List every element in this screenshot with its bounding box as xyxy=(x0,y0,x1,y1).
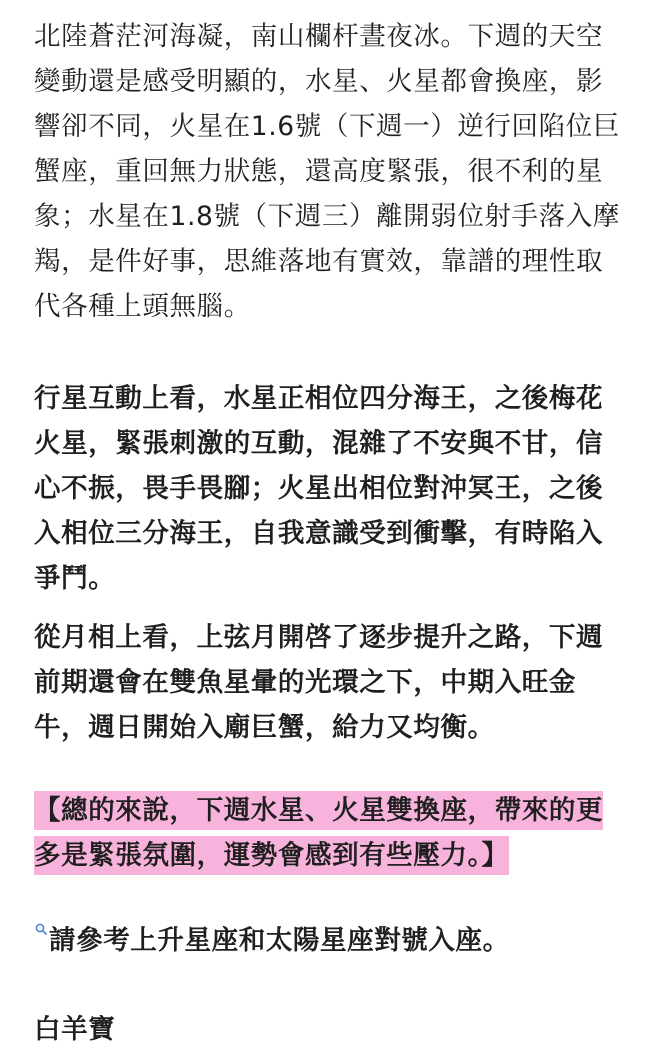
sign-heading-aries: 白羊寶 xyxy=(34,1014,116,1045)
reference-note[interactable] xyxy=(34,918,623,963)
summary-highlight: 【總的來說，下週水星、火星雙換座，帶來的更多是緊張氛圍，運勢會感到有些壓力。】 xyxy=(34,791,603,875)
intro-paragraph: 北陸蒼茫河海凝，南山欄杆晝夜冰。下週的天空變動還是感受明顯的，水星、火星都會換座，影響卻不同，火星在1.6號（下週一）逆行回陷位巨蟹座，重回無力狀態，還高度緊張，很不利的星象；水星在1.8號（下週三）離開弱位射手落入摩羯，是件好事，思維落地有實效，靠譜的理性取代各種上頭無腦。 xyxy=(34,21,620,322)
planet-interaction-paragraph: 行星互動上看，水星正相位四分海王，之後梅花火星，緊張刺激的互動，混雜了不安與不甘，信心不振，畏手畏腳；火星出相位對沖冥王，之後入相位三分海王，自我意識受到衝擊，有時陷入爭鬥。 xyxy=(34,383,604,594)
reference-text: 請參考上升星座和太陽星座對號入座。 xyxy=(49,925,510,956)
summary-paragraph xyxy=(34,788,623,878)
moon-phase-paragraph: 從月相上看，上弦月開啓了逐步提升之路，下週前期還會在雙魚星暈的光環之下，中期入旺金牛，週日開始入廟巨蟹，給力又均衡。 xyxy=(34,622,604,743)
search-icon[interactable] xyxy=(35,923,47,935)
